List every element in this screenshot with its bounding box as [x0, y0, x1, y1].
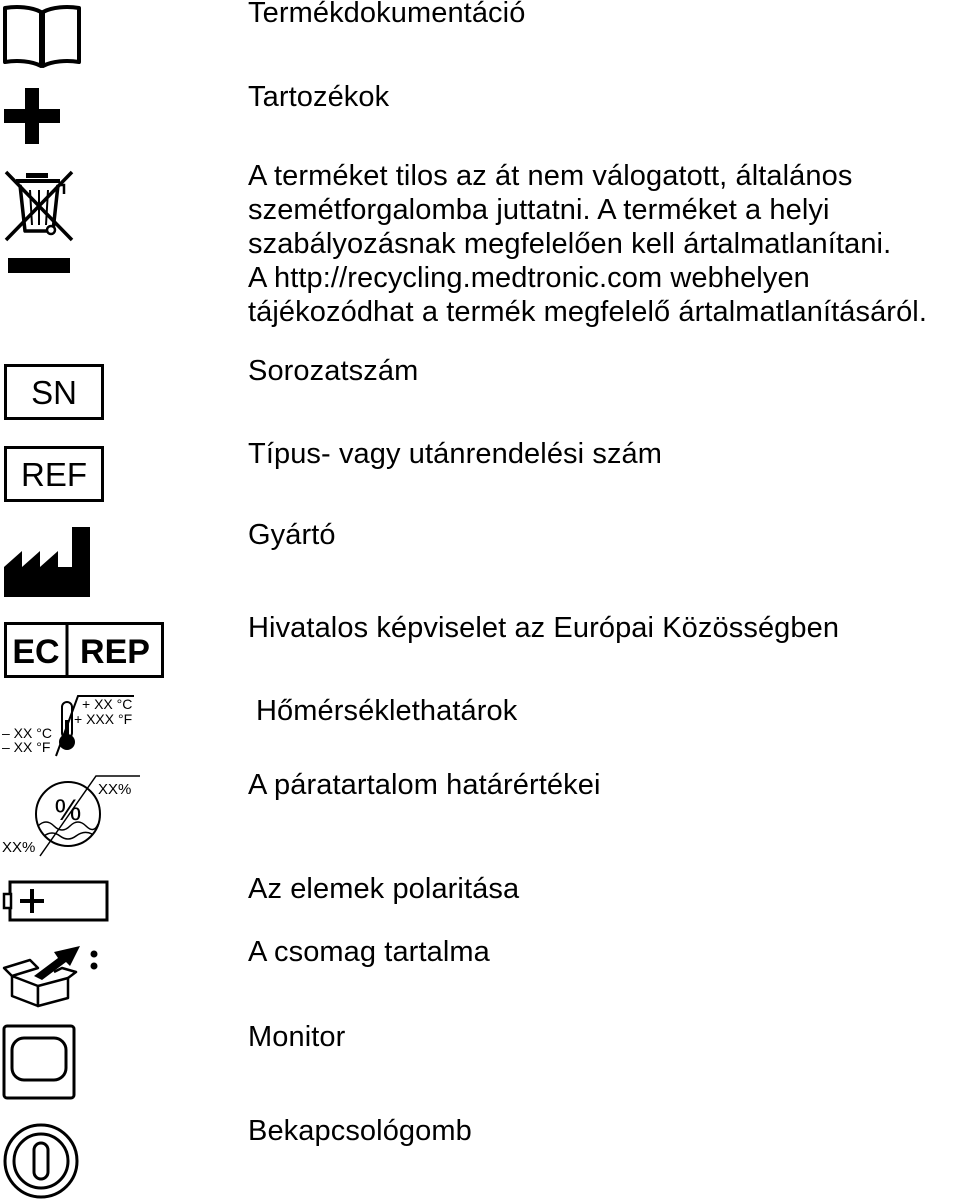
- humidity-percent: %: [54, 794, 82, 827]
- humidity-upper: XX%: [98, 781, 132, 798]
- sn-label: SN: [31, 374, 77, 411]
- battery-description: Az elemek polaritása: [248, 873, 520, 905]
- package-description: A csomag tartalma: [248, 936, 490, 968]
- monitor-description: Monitor: [248, 1021, 346, 1053]
- book-icon: [2, 6, 82, 68]
- temp-upper-c: + XX °C: [82, 696, 133, 712]
- serial-description: Sorozatszám: [248, 355, 419, 387]
- ec-label: EC: [12, 633, 60, 671]
- power-button-icon: [2, 1122, 80, 1200]
- plus-icon: [4, 88, 60, 144]
- ref-description: Típus- vagy utánrendelési szám: [248, 438, 663, 470]
- ec-rep-icon: [4, 622, 164, 678]
- documentation-description: Termékdokumentáció: [248, 0, 526, 29]
- temp-lower-f: – XX °F: [2, 739, 51, 755]
- ref-label: REF: [21, 456, 87, 493]
- accessories-description: Tartozékok: [248, 81, 390, 113]
- humidity-lower: XX%: [2, 839, 36, 856]
- rep-label: REP: [80, 633, 150, 671]
- package-contents-icon: [2, 942, 102, 1008]
- power-description: Bekapcsológomb: [248, 1115, 472, 1147]
- monitor-icon: [2, 1024, 76, 1100]
- battery-polarity-icon: [2, 880, 110, 924]
- weee-description: A terméket tilos az át nem válogatott, általános szemétforgalomba juttatni. A terméket a helyi szabályozásnak megfelelően kell ártalmatlanítani. A http://recycling.medtronic.com webhelyen tájékozódhat a termék megfelelő ártalmatlanításáról.: [248, 160, 927, 328]
- temperature-description: Hőmérséklethatárok: [256, 695, 518, 727]
- humidity-limits-icon: [0, 774, 150, 858]
- temp-lower-c: – XX °C: [2, 725, 52, 741]
- serial-number-icon: [4, 364, 104, 420]
- weee-crossed-bin-icon: [2, 168, 78, 276]
- temperature-limits-icon: [0, 694, 150, 758]
- humidity-description: A páratartalom határértékei: [248, 769, 601, 801]
- manufacturer-description: Gyártó: [248, 519, 336, 551]
- manufacturer-factory-icon: [4, 527, 90, 597]
- reference-number-icon: [4, 446, 104, 502]
- temp-upper-f: + XXX °F: [74, 711, 133, 727]
- ecrep-description: Hivatalos képviselet az Európai Közösségben: [248, 612, 840, 644]
